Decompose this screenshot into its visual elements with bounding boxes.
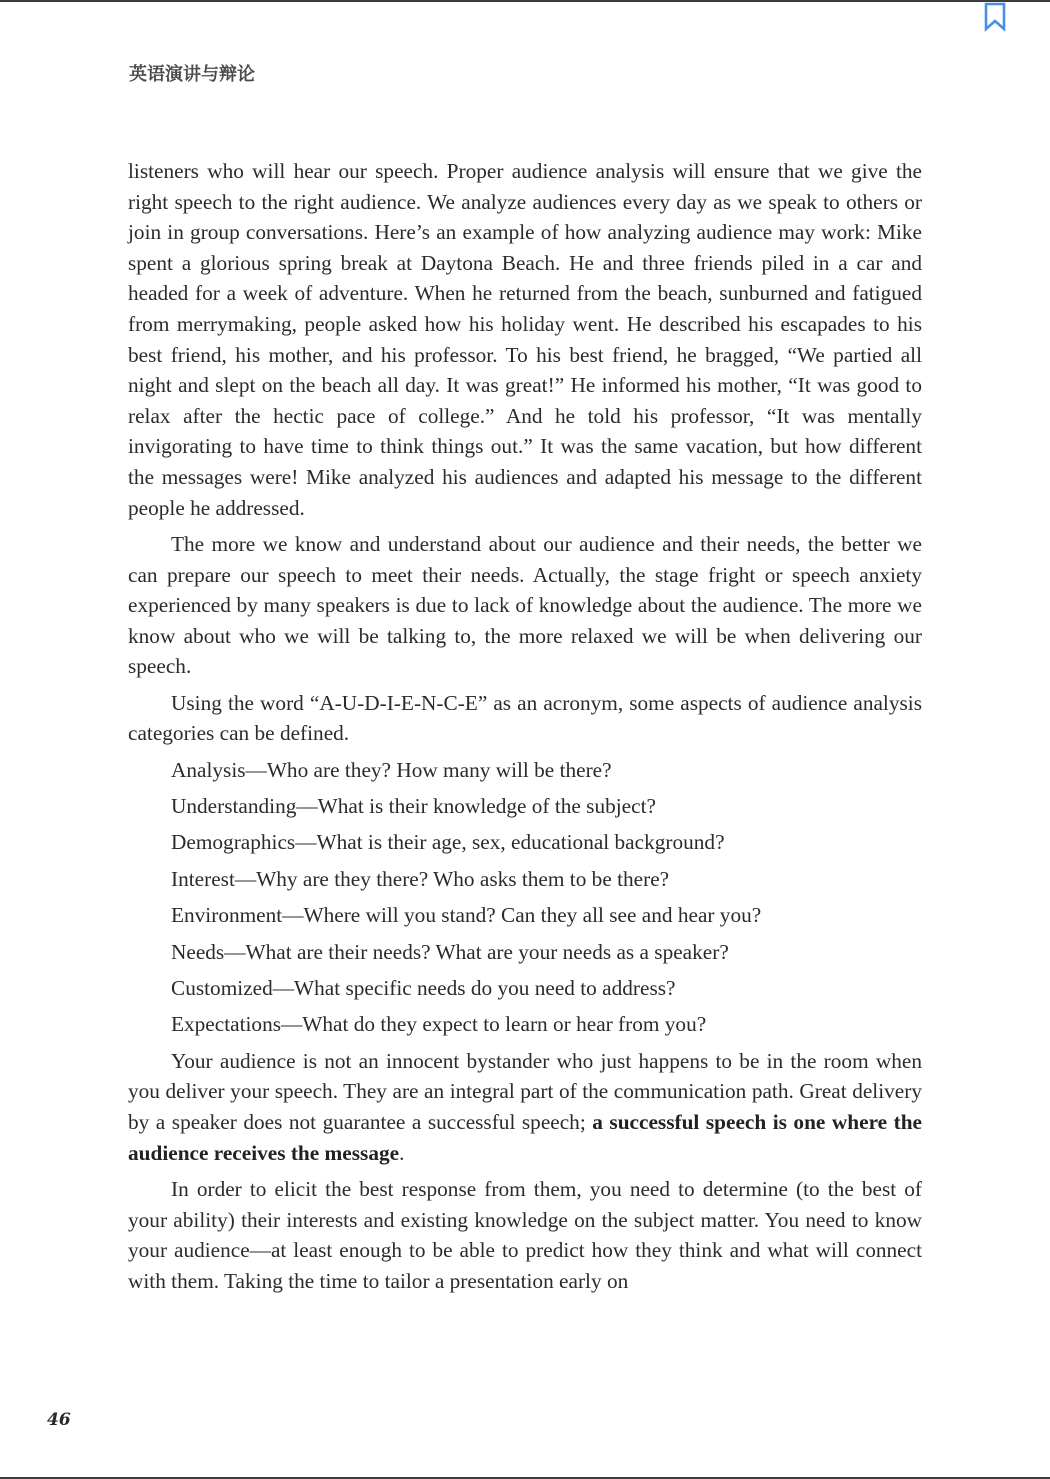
paragraph: The more we know and understand about our audience and their needs, the better we can prepare our speech to meet their needs. Actually, the stage fright or speech anxiety experienced by many speakers is due to lack of knowledge about the audience. The more we know about who we will be talking to, the more relaxed we will be when delivering our speech. (128, 531, 922, 679)
list-item: Customized—What specific needs do you need to address? (171, 976, 676, 1001)
list-item: Interest—Why are they there? Who asks them to be there? (171, 866, 670, 891)
paragraph: In order to elicit the best response from them, you need to determine (to the best of your ability) their interests and existing knowledge on the subject matter. You need to know your audience—at least enough to be able to predict how they think and what will connect with them. Taking the time to tailor a presentation early on (128, 1176, 922, 1293)
paragraph: Using the word “A-U-D-I-E-N-C-E” as an acronym, some aspects of audience analysis categories can be defined. (128, 690, 922, 746)
bookmark-button[interactable] (983, 2, 1007, 32)
list-item: Needs—What are their needs? What are your needs as a speaker? (171, 939, 729, 964)
list-item: Environment—Where will you stand? Can they all see and hear you? (171, 903, 762, 928)
list-item: Understanding—What is their knowledge of the subject? (171, 794, 656, 819)
top-border (0, 0, 1050, 2)
paragraph-text: . (399, 1140, 405, 1165)
page-body (128, 156, 922, 1302)
paragraph: listeners who will hear our speech. Proper audience analysis will ensure that we give the right speech to the right audience. We analyze audiences every day as we speak to others or join in group conversations. Here’s an example of how analyzing audience may work: Mike spent a glorious spring break at Daytona Beach. He and three friends piled in a car and headed for a week of adventure. When he returned from the beach, sunburned and fatigued from merrymaking, people asked how his holiday went. He described his escapades to his best friend, his mother, and his professor. To his best friend, he bragged, “We partied all night and slept on the beach all day. It was great!” He informed his mother, “It was good to relax after the hectic pace of college.” And he told his professor, “It was mentally invigorating to have time to think things out.” It was the same vacation, but how different the messages were! Mike analyzed his audiences and adapted his message to the different people he addressed. (128, 159, 922, 520)
paragraph-text: Your audience is not an innocent bystander who just happens to be in the room when you deliver your speech. They are an integral part of the communication path. Great delivery by a speaker does not guarantee a successful speech; (128, 1048, 922, 1134)
list-item: Expectations—What do they expect to learn or hear from you? (171, 1012, 707, 1037)
paragraph (128, 1046, 922, 1168)
list-item: Demographics—What is their age, sex, educational background? (171, 830, 725, 855)
page-number: 46 (47, 1410, 71, 1430)
emphasis-text: a successful speech is one where the audience receives the message (128, 1109, 922, 1165)
bookmark-icon (983, 2, 1007, 32)
running-head: 英语演讲与辩论 (129, 64, 255, 85)
list-item: Analysis—Who are they? How many will be there? (171, 757, 612, 782)
